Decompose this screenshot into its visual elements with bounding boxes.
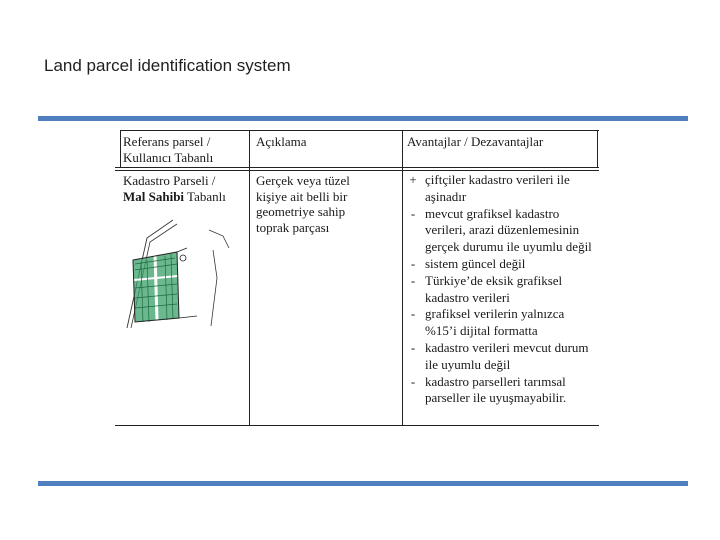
- list-item-text: kadastro verileri mevcut durum ile uyumlu değil: [425, 339, 589, 372]
- list-item-text: sistem güncel değil: [425, 255, 526, 271]
- list-item: [406, 256, 596, 273]
- minus-marker: -: [410, 339, 416, 355]
- row-parcel-type: [123, 173, 226, 204]
- description-line-2: kişiye ait belli bir: [256, 188, 348, 204]
- table-top-border: [120, 130, 599, 131]
- list-item: [406, 374, 596, 408]
- minus-marker: -: [410, 373, 416, 389]
- pros-cons-list: [406, 172, 596, 407]
- plus-marker: +: [409, 172, 417, 187]
- list-item: [406, 172, 596, 206]
- parcel-table: [115, 130, 599, 426]
- row-col1-bold: Mal Sahibi: [123, 188, 185, 204]
- row-col1-line1: Kadastro Parseli /: [123, 173, 216, 188]
- header-col1-line2: Kullanıcı Tabanlı: [123, 149, 214, 165]
- minus-marker: -: [410, 255, 416, 271]
- slide-title: Land parcel identification system: [44, 56, 291, 75]
- list-item-text: grafiksel verilerin yalnızca %15’i dijital formatta: [425, 306, 565, 339]
- row-description: [256, 173, 350, 235]
- description-line-4: toprak parçası: [256, 219, 330, 235]
- list-item: [406, 206, 596, 256]
- column-divider-1: [249, 130, 250, 426]
- minus-marker: -: [410, 205, 416, 221]
- header-col1-line1: Referans parsel /: [123, 134, 211, 149]
- minus-marker: -: [410, 306, 416, 322]
- list-item-text: mevcut grafiksel kadastro verileri, arazi düzenlemesinin gerçek durumu ile uyumlu değil: [425, 205, 592, 255]
- description-line-3: geometriye sahip: [256, 204, 346, 219]
- row-col1-rest: Tabanlı: [184, 188, 226, 204]
- list-item-text: Türkiye’de eksik grafiksel kadastro verileri: [425, 272, 563, 305]
- minus-marker: -: [410, 272, 416, 288]
- description-line-1: Gerçek veya tüzel: [256, 173, 350, 188]
- header-border-2: [115, 170, 599, 171]
- list-item: [406, 340, 596, 374]
- header-reference-parcel: [123, 134, 213, 165]
- bottom-rule: [38, 481, 688, 486]
- list-item: [406, 273, 596, 307]
- cadastral-parcel-sketch-icon: [125, 218, 233, 328]
- table-bottom-border: [115, 425, 599, 426]
- table-right-border: [597, 130, 598, 168]
- table-left-border: [120, 130, 121, 168]
- row-col1-line2: [123, 189, 226, 205]
- header-description: Açıklama: [256, 134, 307, 149]
- list-item-text: çiftçiler kadastro verileri ile aşinadır: [425, 172, 570, 204]
- header-pros-cons: Avantajlar / Dezavantajlar: [407, 134, 544, 149]
- top-rule: [38, 116, 688, 121]
- list-item-text: kadastro parselleri tarımsal parseller ile uyuşmayabilir.: [425, 373, 567, 406]
- list-item: [406, 306, 596, 340]
- header-border-1: [115, 167, 599, 168]
- column-divider-2: [402, 130, 403, 426]
